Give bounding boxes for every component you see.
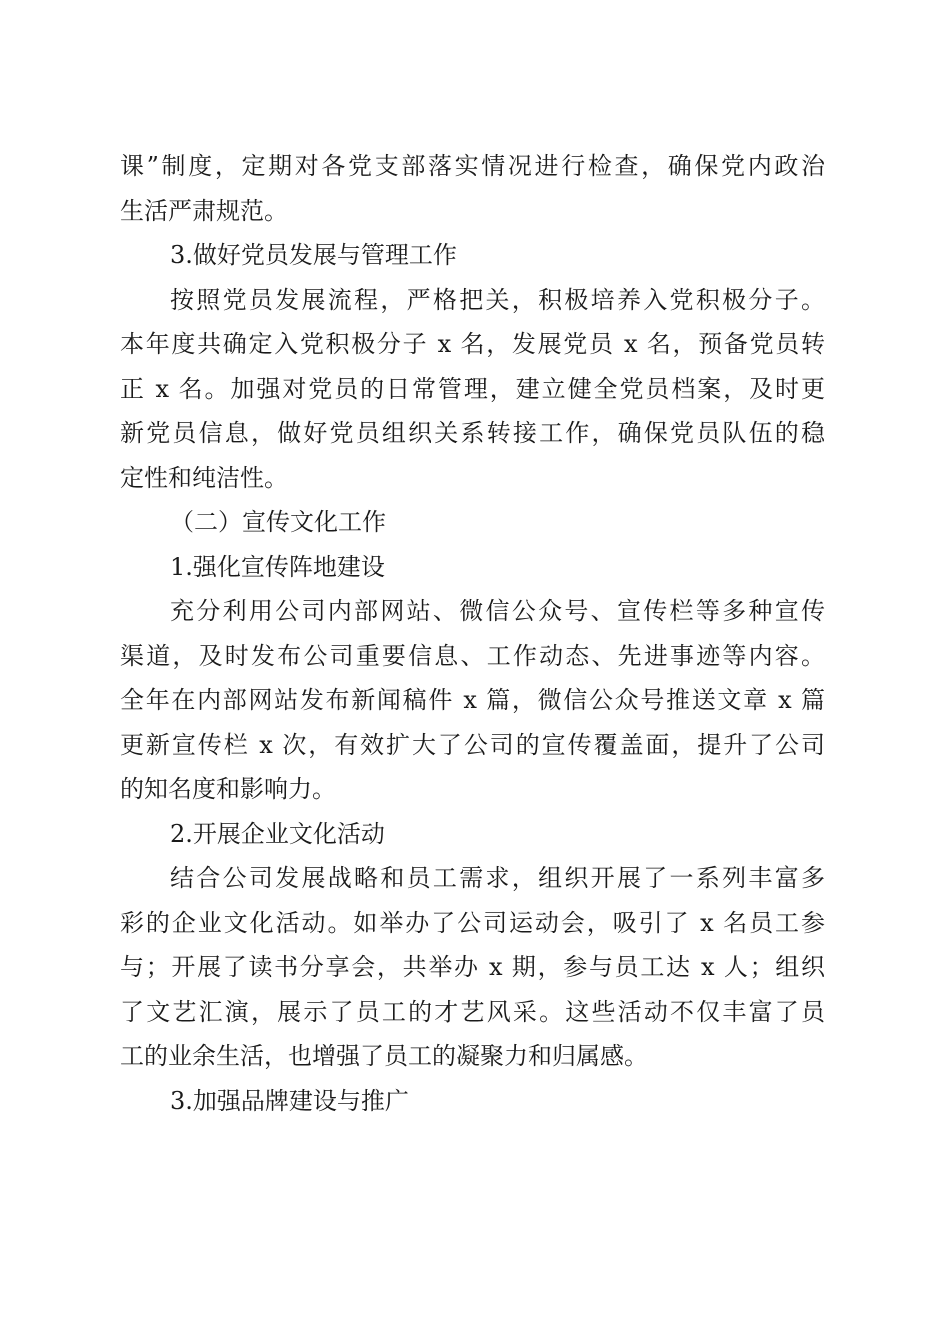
paragraph-line: 与；开展了读书分享会，共举办 x 期，参与员工达 x 人；组织 bbox=[120, 953, 825, 981]
paragraph-line: 新党员信息，做好党员组织关系转接工作，确保党员队伍的稳 bbox=[120, 419, 825, 447]
paragraph-line: 课”制度，定期对各党支部落实情况进行检查，确保党内政治 bbox=[120, 152, 825, 180]
paragraph-line: 全年在内部网站发布新闻稿件 x 篇，微信公众号推送文章 x 篇 bbox=[120, 686, 825, 714]
paragraph-line: 生活严肃规范。 bbox=[120, 196, 288, 225]
document-page bbox=[120, 144, 825, 1123]
paragraph-line: 结合公司发展战略和员工需求，组织开展了一系列丰富多 bbox=[170, 864, 825, 892]
section-heading: 3.做好党员发展与管理工作 bbox=[170, 241, 457, 269]
paragraph-line: 按照党员发展流程，严格把关，积极培养入党积极分子。 bbox=[170, 285, 825, 314]
section-heading: 3.加强品牌建设与推广 bbox=[170, 1086, 409, 1115]
paragraph-line: 正 x 名。加强对党员的日常管理，建立健全党员档案，及时更 bbox=[120, 374, 825, 403]
paragraph-line: 充分利用公司内部网站、微信公众号、宣传栏等多种宣传 bbox=[170, 597, 825, 625]
paragraph-line: 更新宣传栏 x 次，有效扩大了公司的宣传覆盖面，提升了公司 bbox=[120, 730, 825, 759]
paragraph-line: 定性和纯洁性。 bbox=[120, 463, 288, 492]
paragraph-line: 的知名度和影响力。 bbox=[120, 775, 336, 803]
section-heading: 2.开展企业文化活动 bbox=[170, 819, 385, 848]
paragraph-line: 了文艺汇演，展示了员工的才艺风采。这些活动不仅丰富了员 bbox=[120, 997, 825, 1026]
section-heading: 1.强化宣传阵地建设 bbox=[170, 552, 385, 581]
paragraph-line: 渠道，及时发布公司重要信息、工作动态、先进事迹等内容。 bbox=[120, 641, 825, 670]
chapter-heading: （二）宣传文化工作 bbox=[170, 508, 386, 536]
paragraph-line: 本年度共确定入党积极分子 x 名，发展党员 x 名，预备党员转 bbox=[120, 330, 825, 358]
paragraph-line: 彩的企业文化活动。如举办了公司运动会，吸引了 x 名员工参 bbox=[120, 908, 825, 937]
paragraph-line: 工的业余生活，也增强了员工的凝聚力和归属感。 bbox=[120, 1042, 648, 1070]
